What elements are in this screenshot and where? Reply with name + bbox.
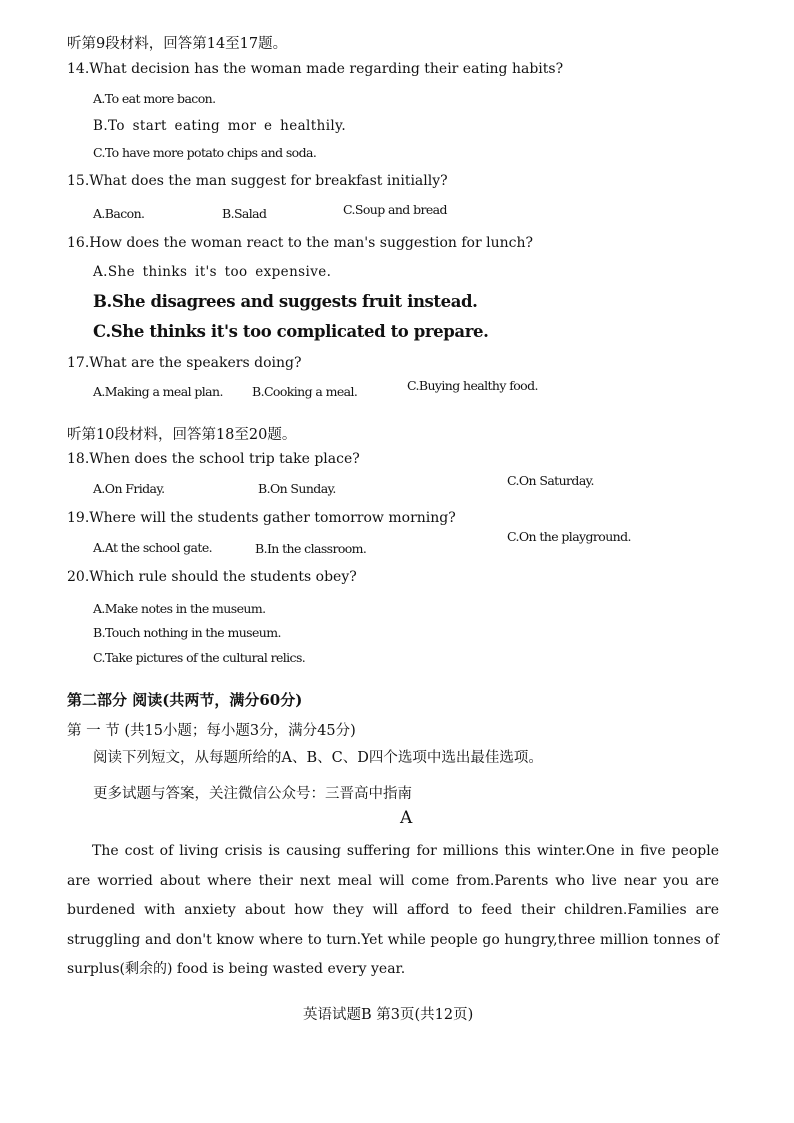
part2-section1-heading: 第 一 节 (共15小题；每小题3分，满分45分) [67, 723, 356, 739]
q15-option-b: B.Salad [222, 206, 267, 221]
q17-option-b: B.Cooking a meal. [252, 384, 358, 399]
q18-option-a: A.On Friday. [93, 481, 165, 496]
section9-intro: 听第9段材料，回答第14至17题。 [67, 36, 288, 52]
q18-option-c: C.On Saturday. [507, 473, 594, 488]
question-14: 14.What decision has the woman made regarding their eating habits? [67, 61, 564, 77]
q17-option-c: C.Buying healthy food. [407, 378, 538, 393]
passage-text: The cost of living crisis is causing suffering for millions this winter.One in five people are worried about where their next meal will come from.Parents who live near you are burdened with anxiety about how they will afford to feed their children.Families are struggling and don't know where to turn.Yet while people go hungry,three million tonnes of surplus(剩余的) food is being wasted every year. [67, 843, 719, 977]
q16-option-a: A.She thinks it's too expensive. [93, 264, 332, 280]
q19-option-b: B.In the classroom. [255, 541, 367, 556]
question-19: 19.Where will the students gather tomorrow morning? [67, 510, 456, 526]
q17-option-a: A.Making a meal plan. [93, 384, 223, 399]
page-footer: 英语试题B 第3页(共12页) [303, 1007, 474, 1023]
q14-option-a: A.To eat more bacon. [93, 91, 216, 106]
q14-option-b: B.To start eating mor e healthily. [93, 118, 347, 134]
promo-line: 更多试题与答案，关注微信公众号：三晋高中指南 [93, 786, 412, 802]
question-20: 20.Which rule should the students obey? [67, 569, 357, 585]
q15-option-a: A.Bacon. [93, 206, 145, 221]
q20-option-a: A.Make notes in the museum. [93, 601, 266, 616]
q16-option-c: C.She thinks it's too complicated to prepare. [93, 322, 489, 341]
passage-label: A [400, 808, 413, 828]
q19-option-c: C.On the playground. [507, 529, 631, 544]
question-16: 16.How does the woman react to the man's suggestion for lunch? [67, 235, 533, 251]
question-17: 17.What are the speakers doing? [67, 355, 302, 371]
q18-option-b: B.On Sunday. [258, 481, 336, 496]
question-15: 15.What does the man suggest for breakfast initially? [67, 173, 448, 189]
part2-title: 第二部分 阅读(共两节，满分60分) [67, 691, 303, 709]
q20-option-c: C.Take pictures of the cultural relics. [93, 650, 306, 665]
q19-option-a: A.At the school gate. [93, 540, 212, 555]
q15-option-c: C.Soup and bread [343, 202, 447, 217]
part2-instructions: 阅读下列短文，从每题所给的A、B、C、D四个选项中选出最佳选项。 [93, 750, 543, 766]
question-18: 18.When does the school trip take place? [67, 451, 360, 467]
q14-option-c: C.To have more potato chips and soda. [93, 145, 317, 160]
q20-option-b: B.Touch nothing in the museum. [93, 625, 281, 640]
section10-intro: 听第10段材料，回答第18至20题。 [67, 427, 297, 443]
q16-option-b: B.She disagrees and suggests fruit instead. [93, 292, 478, 311]
